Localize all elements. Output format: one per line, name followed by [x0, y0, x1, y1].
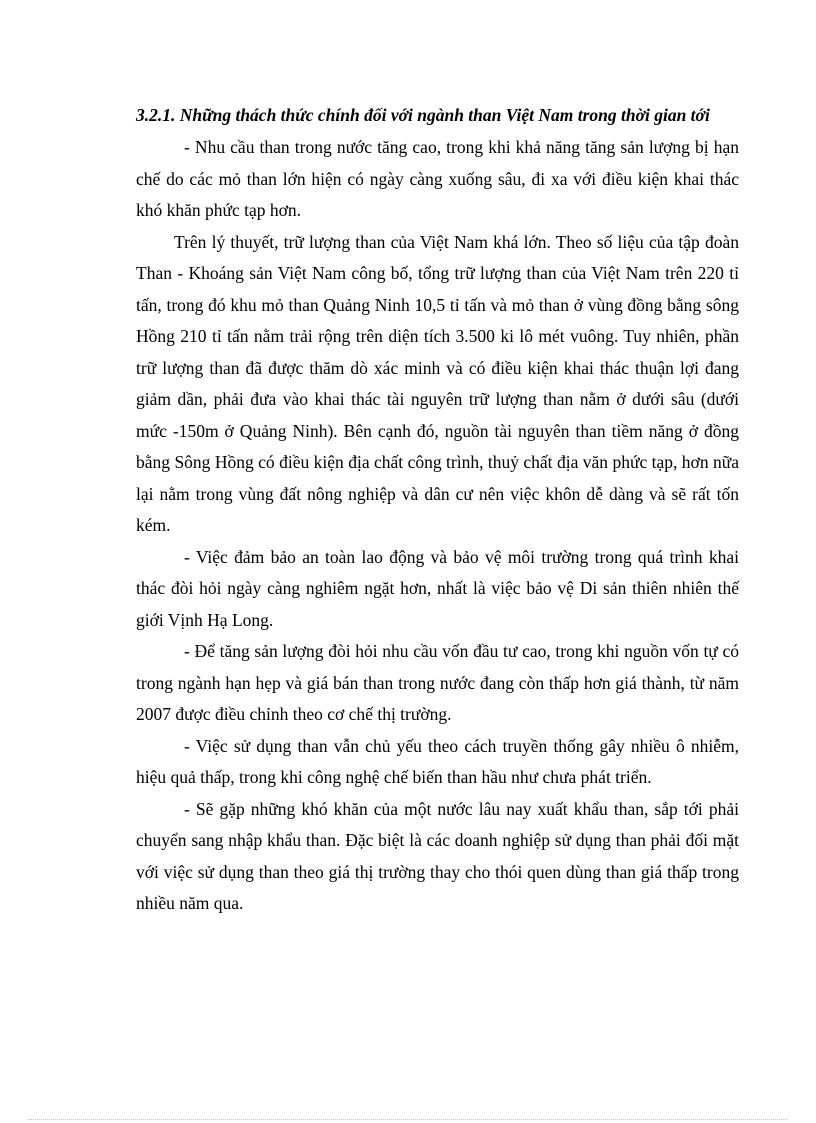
page-bottom-divider [28, 1119, 788, 1120]
paragraph-4: - Để tăng sản lượng đòi hỏi nhu cầu vốn đầu tư cao, trong khi nguồn vốn tự có trong ngành hạn hẹp và giá bán than trong nước đang còn thấp hơn giá thành, từ năm 2007 được điều chỉnh theo cơ chế thị trường. [136, 641, 739, 724]
paragraph-5: - Việc sử dụng than vẫn chủ yếu theo cách truyền thống gây nhiều ô nhiễm, hiệu quả thấp, trong khi công nghệ chế biến than hầu như chưa phát triển. [136, 735, 739, 787]
section-heading: 3.2.1. Những thách thức chính đối với ngành than Việt Nam trong thời gian tới [136, 105, 710, 125]
paragraph-2: Trên lý thuyết, trữ lượng than của Việt Nam khá lớn. Theo số liệu của tập đoàn Than - Khoáng sản Việt Nam công bố, tổng trữ lượng than của Việt Nam trên 220 tỉ tấn, trong đó khu mỏ than Quảng Ninh 10,5 tỉ tấn và mỏ than ở vùng đồng bằng sông Hồng 210 tỉ tấn nằm trải rộng trên diện tích 3.500 ki lô mét vuông. Tuy nhiên, phần trữ lượng than đã được thăm dò xác minh và có điều kiện khai thác thuận lợi đang giảm dần, phải đưa vào khai thác tài nguyên trữ lượng than nằm ở dưới sâu (dưới mức -150m ở Quảng Ninh). Bên cạnh đó, nguồn tài nguyên than tiềm năng ở đồng bằng Sông Hồng có điều kiện địa chất công trình, thuỷ chất địa văn phức tạp, hơn nữa lại nằm trong vùng đất nông nghiệp và dân cư nên việc khôn dễ dàng và sẽ rất tốn kém. [136, 231, 739, 535]
paragraph-3: - Việc đảm bảo an toàn lao động và bảo vệ môi trường trong quá trình khai thác đòi hỏi ngày càng nghiêm ngặt hơn, nhất là việc bảo vệ Di sản thiên nhiên thế giới Vịnh Hạ Long. [136, 546, 739, 630]
paragraph-1: - Nhu cầu than trong nước tăng cao, trong khi khả năng tăng sản lượng bị hạn chế do các mỏ than lớn hiện có ngày càng xuống sâu, đi xa với điều kiện khai thác khó khăn phức tạp hơn. [136, 137, 739, 220]
paragraph-6: - Sẽ gặp những khó khăn của một nước lâu nay xuất khẩu than, sắp tới phải chuyển sang nhập khẩu than. Đặc biệt là các doanh nghiệp sử dụng than phải đối mặt với việc sử dụng than theo giá thị trường thay cho thói quen dùng than giá thấp trong nhiều năm qua. [136, 798, 739, 913]
document-body [136, 99, 739, 920]
